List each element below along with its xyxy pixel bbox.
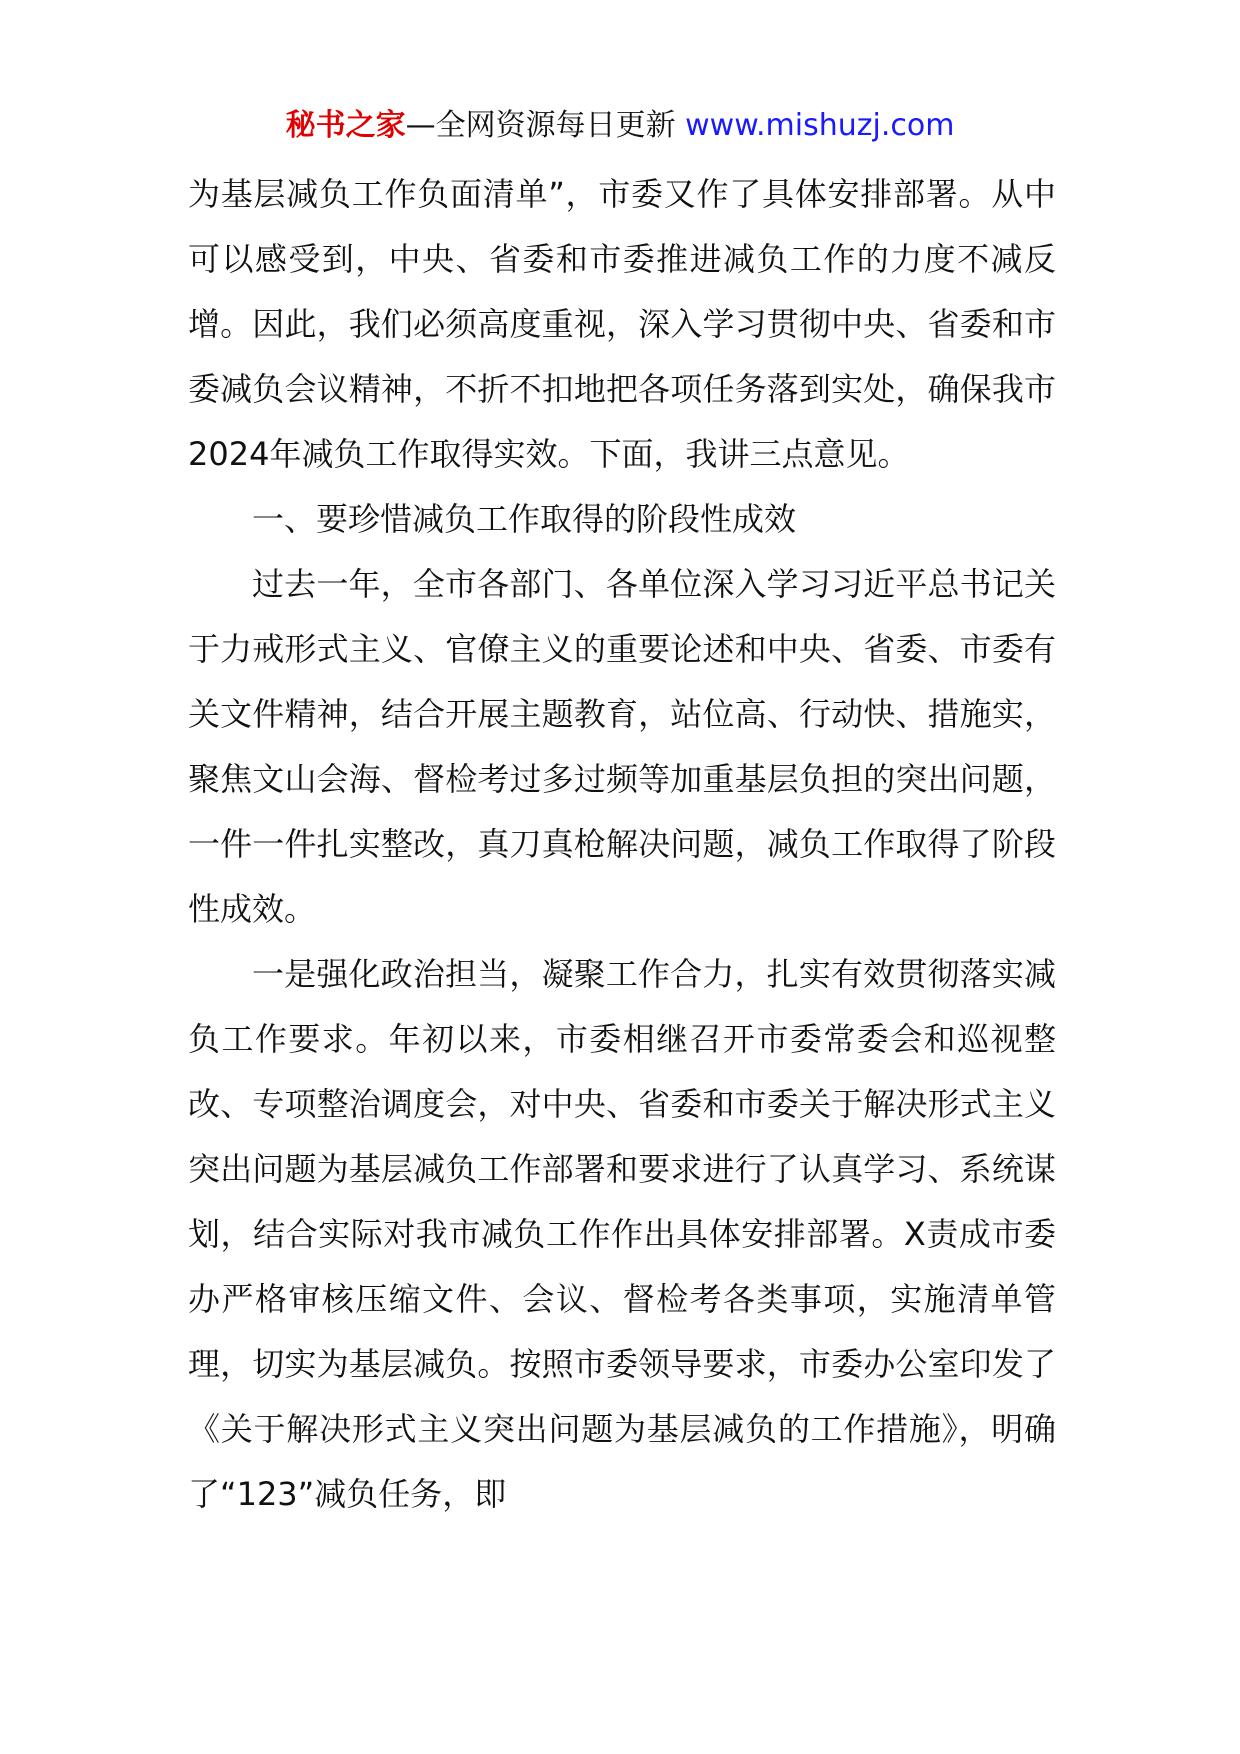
paragraph: 过去一年，全市各部门、各单位深入学习习近平总书记关于力戒形式主义、官僚主义的重要论述和中央、省委、市委有关文件精神，结合开展主题教育，站位高、行动快、措施实，聚焦文山会海、督检考过多过频等加重基层负担的突出问题，一件一件扎实整改，真刀真枪解决问题，减负工作取得了阶段性成效。 <box>188 565 1056 928</box>
paragraph: 一是强化政治担当，凝聚工作合力，扎实有效贯彻落实减负工作要求。年初以来，市委相继召开市委常委会和巡视整改、专项整治调度会，对中央、省委和市委关于解决形式主义突出问题为基层减负工作部署和要求进行了认真学习、系统谋划，结合实际对我市减负工作作出具体安排部署。X责成市委办严格审核压缩文件、会议、督检考各类事项，实施清单管理，切实为基层减负。按照市委领导要求，市委办公室印发了《关于解决形式主义突出问题为基层减负的工作措施》，明确了“123”减负任务，即 <box>188 955 1056 1513</box>
paragraph-continuation: 为基层减负工作负面清单”，市委又作了具体安排部署。从中可以感受到，中央、省委和市委推进减负工作的力度不减反增。因此，我们必须高度重视，深入学习贯彻中央、省委和市委减负会议精神，不折不扣地把各项任务落到实处，确保我市2024年减负工作取得实效。下面，我讲三点意见。 <box>188 175 1056 473</box>
document-body <box>188 162 1056 1527</box>
header-tagline: —全网资源每日更新 <box>405 108 676 143</box>
header-brand: 秘书之家 <box>285 108 406 143</box>
page-header <box>0 104 1240 148</box>
header-url-link[interactable]: www.mishuzj.com <box>685 108 955 143</box>
section-heading: 一、要珍惜减负工作取得的阶段性成效 <box>252 500 797 538</box>
